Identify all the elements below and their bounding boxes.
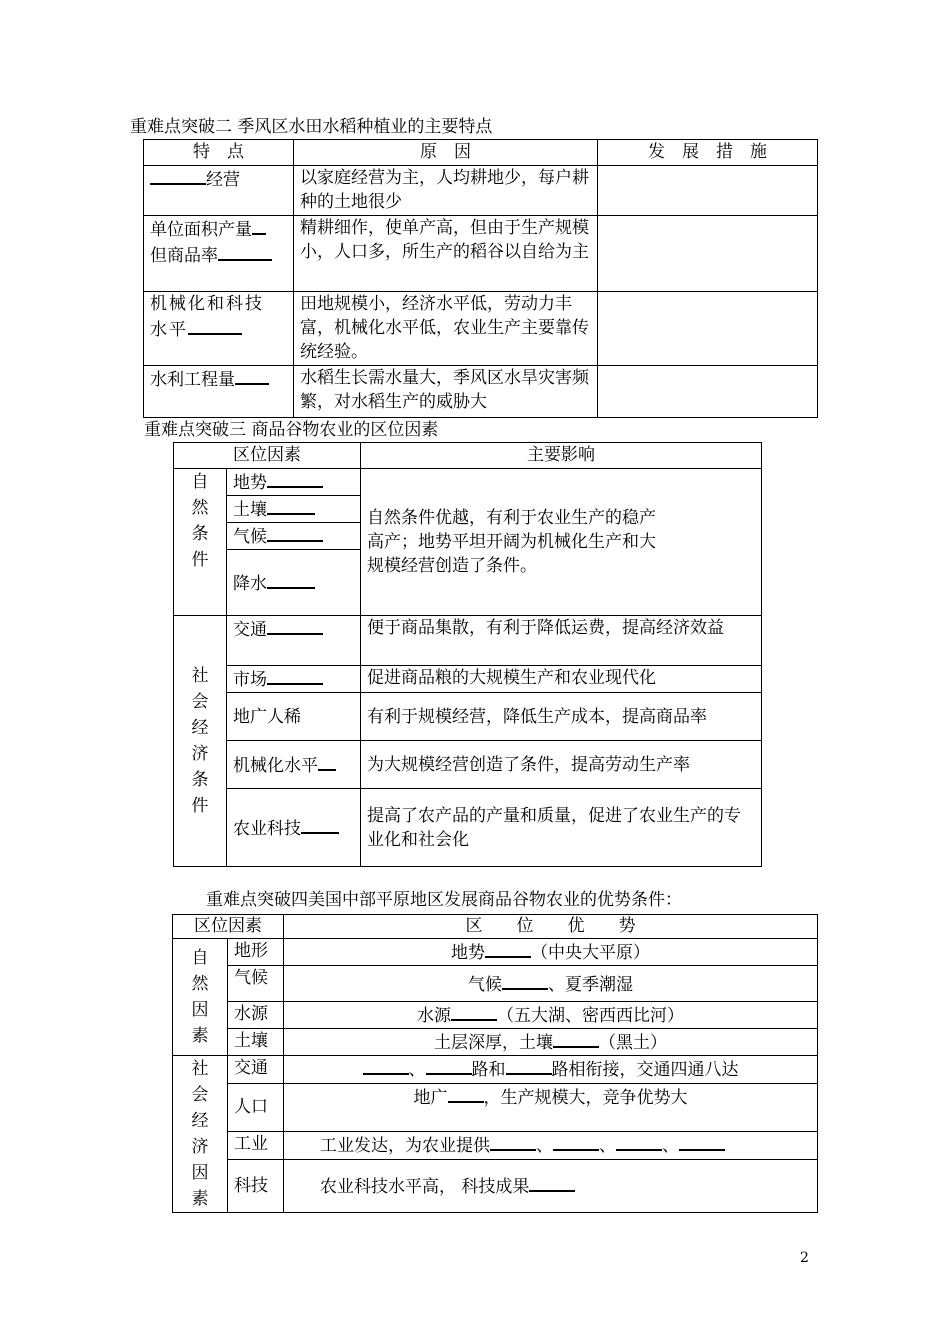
measure-cell[interactable] [598, 366, 818, 418]
factor-cell: 地广人稀 [227, 693, 361, 741]
fill-blank[interactable] [267, 666, 323, 685]
reason-cell: 精耕细作，使单产高，但由于生产规模小，人口多，所生产的稻谷以自给为主 [294, 216, 598, 292]
fill-blank[interactable] [553, 1132, 599, 1151]
fill-blank[interactable] [301, 815, 339, 834]
reason-cell: 田地规模小，经济水平低，劳动力丰富，机械化水平低，农业生产主要靠传统经验。 [294, 292, 598, 366]
factor-cell: 气候 [228, 966, 284, 1002]
advantage-cell: 土层深厚，土壤 （黑土） [284, 1029, 818, 1056]
fill-blank[interactable] [553, 1029, 599, 1048]
factor-cell: 工业 [228, 1132, 284, 1160]
effect-cell: 提高了农产品的产量和质量，促进了农业生产的专业化和社会化 [361, 789, 762, 867]
header-factor: 区位因素 [173, 915, 284, 939]
fill-blank[interactable] [267, 616, 323, 635]
reason-cell: 水稻生长需水量大，季风区水旱灾害频繁，对水稻生产的威胁大 [294, 366, 598, 418]
natural-effect-cell: 自然条件优越，有利于农业生产的稳产 高产；地势平坦开阔为机械化生产和大 规模经营创造了条件。 [361, 469, 762, 616]
fill-blank[interactable] [267, 570, 315, 589]
factor-cell: 机械化水平 [227, 741, 361, 789]
feature-cell: 经营 [144, 166, 294, 216]
fill-blank[interactable] [318, 752, 336, 771]
section3-title: 重难点突破三 商品谷物农业的区位因素 [144, 420, 439, 440]
header-advantage: 区 位 优 势 [284, 915, 818, 939]
natural-group-label: 自 然 因 素 [173, 939, 228, 1056]
section2-title: 重难点突破二 季风区水田水稻种植业的主要特点 [130, 117, 493, 137]
fill-blank[interactable] [448, 1084, 484, 1103]
factor-cell: 农业科技 [227, 789, 361, 867]
fill-blank[interactable] [426, 1056, 472, 1075]
header-effect: 主要影响 [361, 443, 762, 469]
section2-table [143, 139, 818, 418]
factor-cell: 交通 [228, 1056, 284, 1084]
header-feature: 特 点 [144, 140, 294, 166]
header-factor: 区位因素 [174, 443, 361, 469]
factor-cell: 交通 [227, 616, 361, 666]
fill-blank[interactable] [218, 242, 272, 261]
fill-blank[interactable] [506, 1056, 552, 1075]
factor-cell: 市场 [227, 666, 361, 693]
fill-blank[interactable] [616, 1132, 662, 1151]
measure-cell[interactable] [598, 216, 818, 292]
social-group-label: 社 会 经 济 条 件 [174, 616, 227, 867]
page-number: 2 [800, 1250, 809, 1266]
factor-cell: 气候 [227, 523, 361, 550]
fill-blank[interactable] [363, 1056, 409, 1075]
measure-cell[interactable] [598, 292, 818, 366]
feature-cell: 单位面积产量 但商品率 [144, 216, 294, 292]
effect-cell: 促进商品粮的大规模生产和农业现代化 [361, 666, 762, 693]
fill-blank[interactable] [188, 316, 242, 335]
natural-group-label: 自 然 条 件 [174, 469, 227, 616]
fill-blank[interactable] [529, 1173, 575, 1192]
section4-table [172, 914, 818, 1213]
fill-blank[interactable] [451, 1002, 497, 1021]
advantage-cell: 水源 （五大湖、密西西比河） [284, 1002, 818, 1029]
fill-blank[interactable] [502, 971, 548, 990]
effect-cell: 为大规模经营创造了条件，提高劳动生产率 [361, 741, 762, 789]
advantage-cell: 气候 、夏季潮湿 [284, 966, 818, 1002]
effect-cell: 有利于规模经营，降低生产成本，提高商品率 [361, 693, 762, 741]
factor-cell: 降水 [227, 550, 361, 616]
advantage-cell: 农业科技水平高， 科技成果 [284, 1159, 818, 1212]
fill-blank[interactable] [267, 469, 323, 488]
effect-cell: 便于商品集散，有利于降低运费，提高经济效益 [361, 616, 762, 666]
section4-title: 重难点突破四美国中部平原地区发展商品谷物农业的优势条件： [206, 890, 682, 910]
fill-blank[interactable] [267, 496, 315, 515]
advantage-cell: 地势 （中央大平原） [284, 939, 818, 966]
fill-blank[interactable] [679, 1132, 725, 1151]
advantage-cell: 、 路和 路相衔接，交通四通八达 [284, 1056, 818, 1084]
fill-blank[interactable] [252, 216, 266, 235]
fill-blank[interactable] [267, 523, 323, 542]
fill-blank[interactable] [235, 366, 269, 385]
factor-cell: 地势 [227, 469, 361, 496]
factor-cell: 水源 [228, 1002, 284, 1029]
factor-cell: 土壤 [228, 1029, 284, 1056]
factor-cell: 科技 [228, 1159, 284, 1212]
advantage-cell: 地广 ，生产规模大，竞争优势大 [284, 1083, 818, 1132]
advantage-cell: 工业发达，为农业提供 、 、 、 [284, 1132, 818, 1160]
measure-cell[interactable] [598, 166, 818, 216]
header-reason: 原 因 [294, 140, 598, 166]
factor-cell: 人口 [228, 1083, 284, 1132]
feature-cell: 机械化和科技 水平 [144, 292, 294, 366]
fill-blank[interactable] [490, 1132, 536, 1151]
reason-cell: 以家庭经营为主，人均耕地少，每户耕种的土地很少 [294, 166, 598, 216]
header-measure: 发 展 措 施 [598, 140, 818, 166]
factor-cell: 土壤 [227, 496, 361, 523]
social-group-label: 社 会 经 济 因 素 [173, 1056, 228, 1213]
feature-cell: 水利工程量 [144, 366, 294, 418]
section3-table [173, 442, 762, 867]
fill-blank[interactable] [485, 939, 531, 958]
fill-blank[interactable] [150, 166, 206, 185]
factor-cell: 地形 [228, 939, 284, 966]
